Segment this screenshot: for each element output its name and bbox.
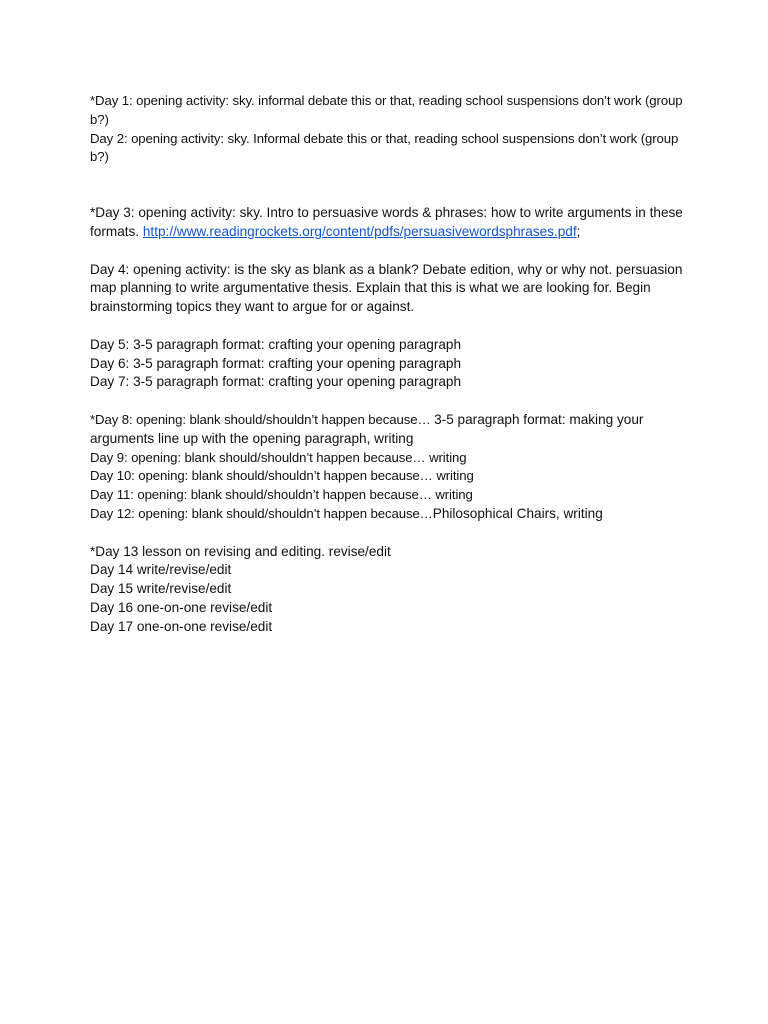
day-8-opening: *Day 8: opening: blank should/shouldn’t happen because…: [90, 411, 435, 427]
day-2-entry: Day 2: opening activity: sky. Informal debate this or that, reading school suspensions don’t work (group b?): [90, 130, 679, 165]
day-12-entry: [90, 505, 690, 524]
day-15-entry: Day 15 write/revise/edit: [90, 581, 232, 597]
day-10-entry: Day 10: opening: blank should/shouldn’t happen because… writing: [90, 468, 474, 484]
day-5-entry: Day 5: 3-5 paragraph format: crafting your opening paragraph: [90, 336, 462, 352]
spacer: [90, 392, 690, 411]
day-13-entry: *Day 13 lesson on revising and editing. revise/edit: [90, 543, 391, 559]
day-7-entry: Day 7: 3-5 paragraph format: crafting your opening paragraph: [90, 374, 462, 390]
spacer: [90, 524, 690, 543]
day-16-entry: Day 16 one-on-one revise/edit: [90, 599, 273, 615]
day-11-entry: Day 11: opening: blank should/shouldn’t happen because… writing: [90, 487, 473, 503]
day-12-activity: Philosophical Chairs, writing: [432, 505, 603, 521]
day-3-entry: [90, 204, 690, 242]
day-6-entry: Day 6: 3-5 paragraph format: crafting your opening paragraph: [90, 355, 462, 371]
day-3-suffix: ;: [576, 223, 581, 239]
day-8-entry: [90, 411, 690, 449]
spacer: [90, 242, 690, 261]
spacer: [90, 317, 690, 336]
document-page: [90, 92, 690, 637]
day-17-entry: Day 17 one-on-one revise/edit: [90, 618, 273, 634]
day-8-activity: 3-5 paragraph format: making your arguments line up with the opening paragraph, writing: [90, 411, 644, 446]
day-4-entry: Day 4: opening activity: is the sky as blank as a blank? Debate edition, why or why not. persuasion map planning to write argumentative thesis. Explain that this is what we are looking for. Begin brainstorming topics they want to argue for or against.: [90, 261, 683, 315]
persuasive-words-link[interactable]: http://www.readingrockets.org/content/pdfs/persuasivewordsphrases.pdf: [142, 223, 577, 239]
day-9-entry: Day 9: opening: blank should/shouldn’t happen because… writing: [90, 449, 467, 465]
day-14-entry: Day 14 write/revise/edit: [90, 562, 232, 578]
spacer: [90, 167, 690, 204]
day-1-entry: *Day 1: opening activity: sky. informal debate this or that, reading school suspensions don’t work (group b?): [90, 93, 683, 127]
day-12-opening: Day 12: opening: blank should/shouldn’t happen because…: [90, 505, 433, 521]
day-3-text: *Day 3: opening activity: sky. Intro to persuasive words & phrases: how to write arguments in these formats.: [90, 205, 683, 239]
